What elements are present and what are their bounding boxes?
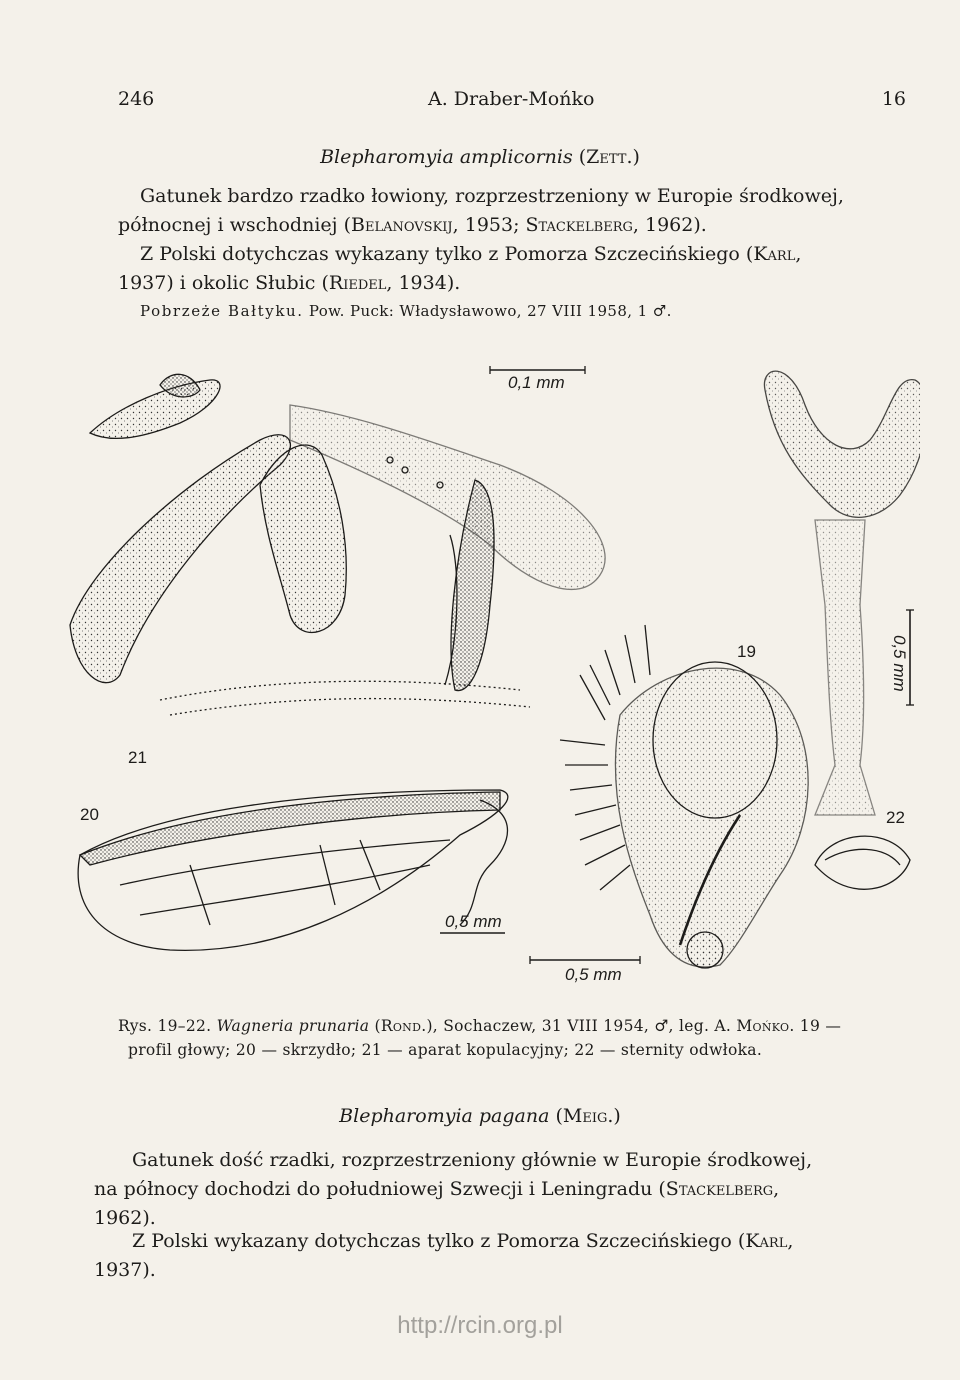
fig20-wing [78,790,508,950]
scale-label-sternite: 0,5 mm [890,635,909,692]
text-line: 1937) i okolic Słubic (Riedel, 1934). [118,272,461,294]
text-line: 1962). [94,1207,156,1229]
text-line: 1937). [94,1259,156,1281]
page-number: 246 [118,88,155,110]
text-line: Gatunek dość rzadki, rozprzestrzeniony głównie w Europie środkowej, [132,1149,813,1171]
caption-line-1: Rys. 19–22. Wagneria prunaria (Rond.), Sochaczew, 31 VIII 1954, ♂, leg. A. Mońko. 19 — [118,1017,842,1035]
species-title-pagana [0,1105,960,1127]
species-epithet: amplicornis [459,146,573,168]
label-fig21: 21 [128,748,147,767]
scale-label-head: 0,5 mm [565,965,622,984]
figure-wagneria-prunaria [60,345,920,1000]
source-url[interactable]: http://rcin.org.pl [397,1312,563,1339]
running-header [118,88,906,120]
paragraph-poland-amplicornis [118,240,906,298]
scale-label-genitalia: 0,1 mm [508,373,565,392]
label-fig19: 19 [737,642,756,661]
author-name: A. Draber-Mońko [428,88,595,110]
paragraph-distribution-pagana [94,1146,908,1233]
text-line: Gatunek bardzo rzadko łowiony, rozprzestrzeniony w Europie środkowej, [140,185,844,207]
section-number: 16 [881,88,906,110]
label-fig20: 20 [80,805,99,824]
species-epithet: pagana [478,1105,550,1127]
text-line: na północy dochodzi do południowej Szwecji i Leningradu (Stackelberg, [94,1178,780,1200]
figure-drawing [60,345,920,1000]
fig19-head [530,625,808,968]
species-title-amplicornis [0,146,960,168]
text-line: Z Polski dotychczas wykazany tylko z Pomorza Szczecińskiego (Karl, [140,243,802,265]
label-fig22: 22 [886,808,905,827]
scale-label-wing: 0,5 mm [445,912,502,931]
species-genus: Blepharomyia [320,146,454,168]
paragraph-poland-pagana [94,1227,908,1285]
species-authority: (Zett.) [578,146,640,168]
locality-region: Pobrzeże Bałtyku. [140,302,304,320]
locality-record [140,302,900,320]
species-authority: (Meig.) [555,1105,621,1127]
caption-line-2: profil głowy; 20 — skrzydło; 21 — aparat kopulacyjny; 22 — sternity odwłoka. [128,1041,763,1059]
locality-detail: Pow. Puck: Władysławowo, 27 VIII 1958, 1 ♂. [308,302,672,320]
paragraph-distribution-amplicornis [118,182,906,240]
fig21-genitalia [70,366,605,715]
figure-caption [118,1014,908,1062]
text-line: północnej i wschodniej (Belanovskij, 1953; Stackelberg, 1962). [118,214,707,236]
species-genus: Blepharomyia [339,1105,473,1127]
text-line: Z Polski wykazany dotychczas tylko z Pomorza Szczecińskiego (Karl, [132,1230,794,1252]
